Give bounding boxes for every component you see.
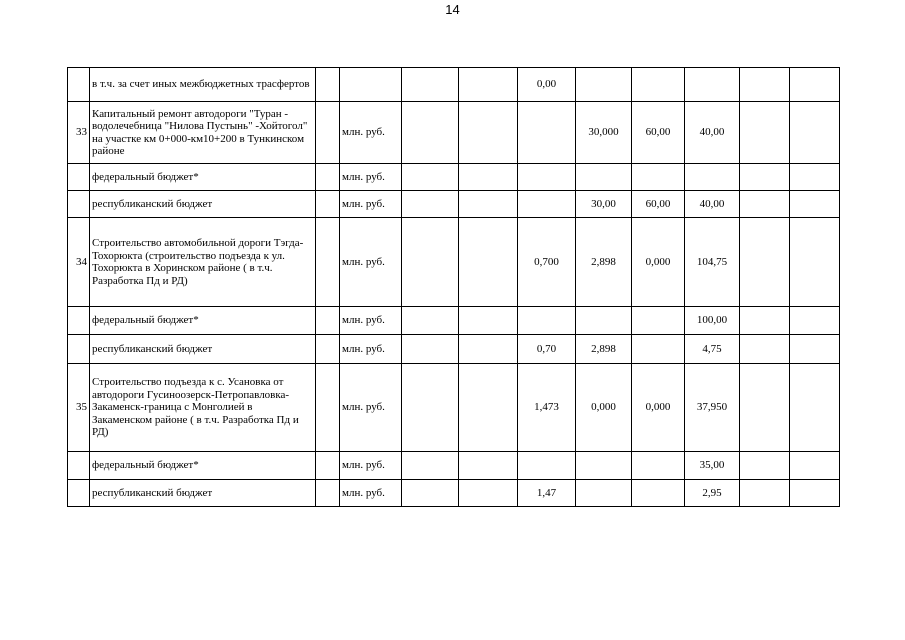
table-row xyxy=(68,218,840,307)
row-number: 33 xyxy=(68,102,90,164)
value-cell xyxy=(459,164,518,191)
value-cell xyxy=(740,364,790,452)
value-cell xyxy=(790,364,840,452)
value-cell xyxy=(790,68,840,102)
value-cell xyxy=(402,480,459,507)
value-cell xyxy=(632,68,685,102)
row-number xyxy=(68,480,90,507)
value-cell: 40,00 xyxy=(685,102,740,164)
table-row xyxy=(68,164,840,191)
value-cell xyxy=(402,191,459,218)
table-row xyxy=(68,452,840,480)
value-cell xyxy=(518,452,576,480)
empty-cell xyxy=(316,335,340,364)
value-cell: 30,00 xyxy=(576,191,632,218)
table-row xyxy=(68,364,840,452)
value-cell xyxy=(518,164,576,191)
value-cell: 0,700 xyxy=(518,218,576,307)
value-cell: 0,000 xyxy=(632,364,685,452)
empty-cell xyxy=(316,102,340,164)
value-cell xyxy=(459,364,518,452)
value-cell: 100,00 xyxy=(685,307,740,335)
value-cell: 0,000 xyxy=(576,364,632,452)
value-cell xyxy=(459,102,518,164)
table-row xyxy=(68,307,840,335)
row-unit: млн. руб. xyxy=(340,335,402,364)
row-name: федеральный бюджет* xyxy=(90,164,316,191)
row-number xyxy=(68,191,90,218)
value-cell: 37,950 xyxy=(685,364,740,452)
value-cell xyxy=(740,335,790,364)
value-cell xyxy=(632,307,685,335)
value-cell: 60,00 xyxy=(632,102,685,164)
value-cell xyxy=(402,307,459,335)
row-unit: млн. руб. xyxy=(340,452,402,480)
value-cell xyxy=(740,452,790,480)
value-cell: 104,75 xyxy=(685,218,740,307)
value-cell xyxy=(740,164,790,191)
value-cell xyxy=(740,191,790,218)
row-unit: млн. руб. xyxy=(340,102,402,164)
value-cell xyxy=(790,307,840,335)
value-cell xyxy=(632,335,685,364)
value-cell xyxy=(790,452,840,480)
value-cell xyxy=(402,68,459,102)
row-unit: млн. руб. xyxy=(340,307,402,335)
value-cell xyxy=(740,307,790,335)
value-cell: 35,00 xyxy=(685,452,740,480)
value-cell: 1,473 xyxy=(518,364,576,452)
row-unit: млн. руб. xyxy=(340,218,402,307)
value-cell: 4,75 xyxy=(685,335,740,364)
value-cell xyxy=(459,191,518,218)
value-cell xyxy=(459,452,518,480)
value-cell: 0,000 xyxy=(632,218,685,307)
value-cell xyxy=(740,218,790,307)
value-cell xyxy=(402,102,459,164)
value-cell: 2,95 xyxy=(685,480,740,507)
value-cell xyxy=(740,102,790,164)
value-cell xyxy=(459,68,518,102)
value-cell xyxy=(632,480,685,507)
value-cell xyxy=(576,480,632,507)
value-cell xyxy=(576,68,632,102)
empty-cell xyxy=(316,364,340,452)
row-unit: млн. руб. xyxy=(340,480,402,507)
value-cell xyxy=(518,191,576,218)
value-cell xyxy=(402,335,459,364)
value-cell xyxy=(790,335,840,364)
value-cell: 0,00 xyxy=(518,68,576,102)
row-name: Строительство подъезда к с. Усановка от автодороги Гусиноозерск-Петропавловка-Закаменск-граница с Монголией в Закаменском районе ( в т.ч. Разработка Пд и РД) xyxy=(90,364,316,452)
row-name: республиканский бюджет xyxy=(90,335,316,364)
row-number xyxy=(68,307,90,335)
row-number: 35 xyxy=(68,364,90,452)
value-cell xyxy=(459,335,518,364)
row-name: республиканский бюджет xyxy=(90,480,316,507)
value-cell xyxy=(518,307,576,335)
value-cell xyxy=(459,307,518,335)
empty-cell xyxy=(316,218,340,307)
value-cell xyxy=(632,452,685,480)
value-cell xyxy=(790,164,840,191)
value-cell: 1,47 xyxy=(518,480,576,507)
row-number xyxy=(68,452,90,480)
value-cell xyxy=(685,164,740,191)
value-cell xyxy=(402,218,459,307)
table-row xyxy=(68,102,840,164)
value-cell xyxy=(685,68,740,102)
row-number xyxy=(68,164,90,191)
value-cell xyxy=(740,68,790,102)
value-cell xyxy=(632,164,685,191)
value-cell: 60,00 xyxy=(632,191,685,218)
value-cell xyxy=(518,102,576,164)
value-cell: 2,898 xyxy=(576,218,632,307)
row-name: Строительство автомобильной дороги Тэгда-Тохорюкта (строительство подъезда к ул. Тохорюкта в Хоринском районе ( в т.ч. Разработка Пд и РД) xyxy=(90,218,316,307)
value-cell xyxy=(740,480,790,507)
row-name: федеральный бюджет* xyxy=(90,307,316,335)
value-cell xyxy=(790,218,840,307)
value-cell xyxy=(402,452,459,480)
row-unit: млн. руб. xyxy=(340,191,402,218)
value-cell xyxy=(402,364,459,452)
value-cell: 30,000 xyxy=(576,102,632,164)
value-cell xyxy=(790,102,840,164)
row-name: республиканский бюджет xyxy=(90,191,316,218)
table-row xyxy=(68,480,840,507)
row-number: 34 xyxy=(68,218,90,307)
row-name: в т.ч. за счет иных межбюджетных трасфертов xyxy=(90,68,316,102)
row-name: федеральный бюджет* xyxy=(90,452,316,480)
value-cell xyxy=(576,307,632,335)
value-cell: 40,00 xyxy=(685,191,740,218)
row-unit: млн. руб. xyxy=(340,164,402,191)
value-cell xyxy=(459,218,518,307)
value-cell: 2,898 xyxy=(576,335,632,364)
empty-cell xyxy=(316,452,340,480)
row-number xyxy=(68,68,90,102)
value-cell xyxy=(402,164,459,191)
value-cell xyxy=(576,164,632,191)
row-number xyxy=(68,335,90,364)
empty-cell xyxy=(316,480,340,507)
empty-cell xyxy=(316,68,340,102)
value-cell xyxy=(459,480,518,507)
row-unit xyxy=(340,68,402,102)
table-row xyxy=(68,335,840,364)
value-cell xyxy=(790,191,840,218)
value-cell: 0,70 xyxy=(518,335,576,364)
table-row xyxy=(68,191,840,218)
empty-cell xyxy=(316,307,340,335)
row-unit: млн. руб. xyxy=(340,364,402,452)
value-cell xyxy=(790,480,840,507)
budget-table xyxy=(67,67,840,507)
empty-cell xyxy=(316,191,340,218)
table-row xyxy=(68,68,840,102)
empty-cell xyxy=(316,164,340,191)
page-number: 14 xyxy=(445,2,460,17)
row-name: Капитальный ремонт автодороги "Туран - водолечебница "Нилова Пустынь" -Хойтогол" на участке км 0+000-км10+200 в Тункинском районе xyxy=(90,102,316,164)
value-cell xyxy=(576,452,632,480)
